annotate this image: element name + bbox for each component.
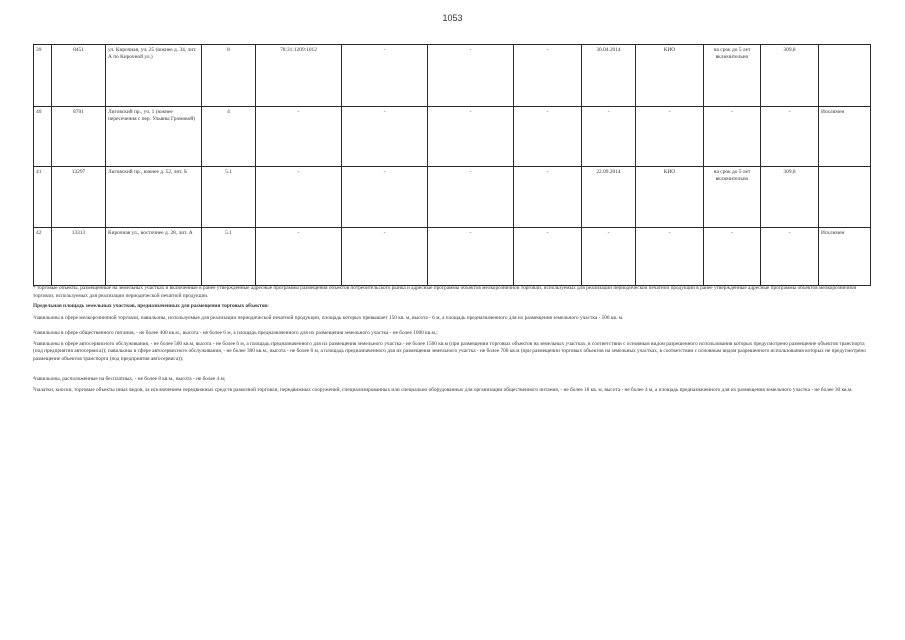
notes-heading: Предельная площадь земельных участков, предназначенных для размещения торговых объектов: — [33, 303, 269, 310]
cell-id: 8451 — [52, 45, 106, 107]
cell-col8: - — [514, 107, 582, 167]
cell-address: ул. Кирочная, уч. 25 (южнее д. 34, лит. А по Кирочной ул.) — [106, 45, 202, 107]
footnote-text: павильоны в сфере мелкорозничной торговли, павильоны, используемые для реализации периодической печатной продукции, площадь которых превышает 150 кв. м, высота - 6 м, а площадь предназначенного для их размещения земельного участка - 500 кв. м. — [35, 314, 624, 321]
cell-type: 5.1 — [202, 228, 256, 286]
footnote-marker: 2 — [33, 329, 35, 335]
cell-col8: - — [514, 228, 582, 286]
footnote-5 — [33, 387, 873, 395]
cell-address: Лиговский пр., уч. 1 (южнее пересечения с пер. Ульяны Громовой) — [106, 107, 202, 167]
footnote-text: павильоны в сфере автосервисного обслуживания, - не более 500 кв.м, высота - не более 6 м, а площадь предназначенного для их размещения земельного участка - не более 1500 кв.м (при размещении торговых объектов на земельных участках, в соответствии с основным видом разрешенного использования которых предусмотрено размещение объектов транспорта (под предприятия автосервиса)); павильоны в сфере автосервисного обслуживания, - не более 300 кв.м., высота - не более 6 м, а площадь предназначенного для их размещения земельного участка - не более 700 кв.м (при размещении торговых объектов на земельных участках, в соответствии с основным видом разрешенного использования которых не предусмотрено размещение объектов транспорта (под предприятия автосервиса)); — [33, 340, 866, 362]
cell-note — [819, 167, 871, 228]
footnote-3 — [33, 341, 873, 364]
cell-note: Исключен — [819, 228, 871, 286]
cell-id: 13313 — [52, 228, 106, 286]
cell-col7: - — [428, 45, 514, 107]
footnote-marker: 4 — [33, 375, 35, 381]
footnote-marker: 5 — [33, 385, 35, 391]
table-row — [34, 167, 871, 228]
cell-cadastral: - — [256, 228, 342, 286]
cell-authority: КИО — [636, 45, 704, 107]
cell-type: 4 — [202, 107, 256, 167]
footnotes — [33, 285, 873, 397]
cell-authority: - — [636, 107, 704, 167]
register-table — [33, 44, 871, 286]
cell-col8: - — [514, 167, 582, 228]
cell-area: - — [761, 228, 819, 286]
footnote-marker: 3 — [33, 339, 35, 345]
cell-col6: - — [342, 107, 428, 167]
table-row — [34, 228, 871, 286]
cell-term: - — [704, 228, 761, 286]
cell-area: 309,8 — [761, 45, 819, 107]
cell-area: 309,8 — [761, 167, 819, 228]
cell-date: 30.04.2014 — [582, 45, 636, 107]
cell-area: - — [761, 107, 819, 167]
cell-address: Кирочная ул., восточнее д. 28, лит. А — [106, 228, 202, 286]
cell-date: - — [582, 107, 636, 167]
cell-number: 41 — [34, 167, 52, 228]
footnote-4 — [33, 376, 873, 384]
cell-cadastral: - — [256, 107, 342, 167]
cell-note — [819, 45, 871, 107]
cell-term: на срок до 5 лет включительно — [704, 167, 761, 228]
cell-term: на срок до 5 лет включительно — [704, 45, 761, 107]
cell-col7: - — [428, 107, 514, 167]
cell-col6: - — [342, 167, 428, 228]
cell-type: 8 — [202, 45, 256, 107]
cell-date: - — [582, 228, 636, 286]
cell-authority: - — [636, 228, 704, 286]
footnote-text: павильоны, расположенные на бесплатных, - не более 8 кв.м., высота - не более 4 м; — [35, 376, 226, 383]
cell-col6: - — [342, 228, 428, 286]
table-row — [34, 107, 871, 167]
footnote-text: палатки, киоски, торговые объекты иных видов, за исключением передвижных средств развозной торговли, передвижных сооружений, специализированных или специально оборудованных для организации общественного питания, - не более 18 кв. м, высота - не более 4 м, а площадь предназначенного для их размещения земельного участка - не более 30 кв.м. — [35, 386, 853, 393]
table-row — [34, 45, 871, 107]
cell-type: 5.1 — [202, 167, 256, 228]
footnote-1 — [33, 315, 873, 323]
cell-number: 39 — [34, 45, 52, 107]
footnote-marker: 1 — [33, 313, 35, 319]
cell-col7: - — [428, 228, 514, 286]
footnote-text: павильоны в сфере общественного питания, - не более 400 кв.м., высота - не более 6 м, а площадь предназначенного для их размещения земельного участка - не более 1000 кв.м.; — [35, 330, 438, 337]
cell-authority: КИО — [636, 167, 704, 228]
cell-address: Лиговский пр., южнее д. 52, лит. Б — [106, 167, 202, 228]
cell-id: 8701 — [52, 107, 106, 167]
cell-term: - — [704, 107, 761, 167]
asterisk-note: * торговые объекты, размещенные на земельных участках и включенные в ранее утвержденные адресные программы размещения объектов потребительского рынка и адресные программы объектов мелкорозничной торговли, используемых для реализации периодической печатной продукции в ранее утвержденные адресные программы объектов мелкорозничной торговли, используемых для реализации периодической печатной продукции. — [33, 285, 857, 299]
cell-number: 40 — [34, 107, 52, 167]
cell-col6: - — [342, 45, 428, 107]
cell-date: 22.09.2014 — [582, 167, 636, 228]
footnote-2 — [33, 330, 873, 338]
cell-cadastral: 78:31:1209:1012 — [256, 45, 342, 107]
cell-cadastral: - — [256, 167, 342, 228]
cell-number: 42 — [34, 228, 52, 286]
cell-note: Исключен — [819, 107, 871, 167]
cell-col8: - — [514, 45, 582, 107]
page-number: 1053 — [442, 13, 463, 23]
cell-col7: - — [428, 167, 514, 228]
cell-id: 13297 — [52, 167, 106, 228]
